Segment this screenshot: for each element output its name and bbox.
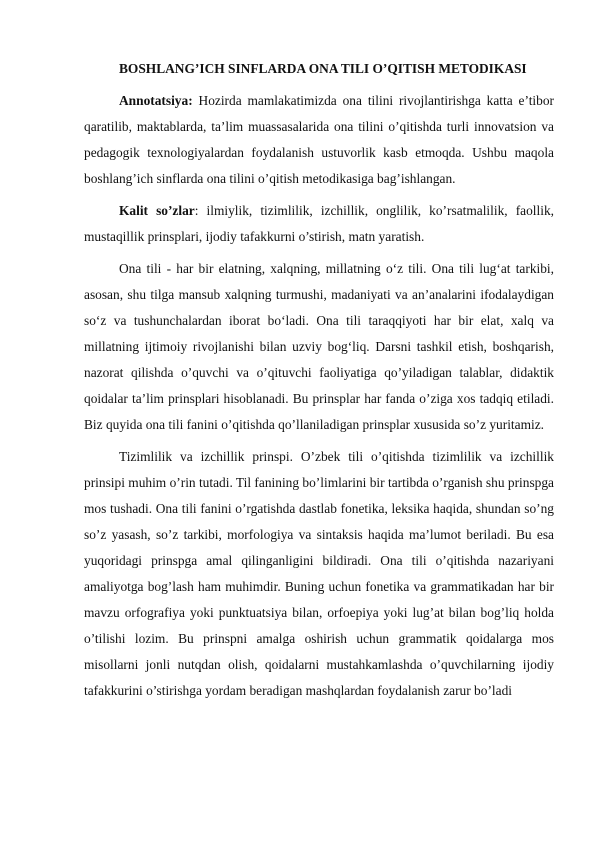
document-title: BOSHLANG’ICH SINFLARDA ONA TILI O’QITISH METODIKASI: [119, 61, 527, 76]
body-paragraph-1: [84, 256, 554, 438]
abstract-label: Annotatsiya:: [119, 93, 193, 108]
body-paragraph-1-text: Ona tili - har bir elatning, xalqning, millatning o‘z tili. Ona tili lug‘at tarkibi, asosan, shu tilga mansub xalqning turmushi, madaniyati va an’analarini ifodalaydigan so‘z va tushunchalardan iborat bo‘ladi. Ona tili taraqqiyoti har bir elat, xalq va millatning ijtimoiy rivojlanishi bilan uzviy bog‘liq. Darsni tashkil etish, boshqarish, nazorat qilishda o’quvchi va o’qituvchi faoliyatiga qo’yiladigan talablar, didaktik qoidalar ta’lim prinsplari hisoblanadi. Bu prinsplar har fanda o’ziga xos tadqiq etiladi. Biz quyida ona tili fanini o’qitishda qo’llaniladigan prinsplar xususida so’z yuritamiz.: [84, 261, 554, 432]
abstract-text: Hozirda mamlakatimizda ona tilini rivojlantirishga katta e’tibor qaratilib, maktablarda, ta’lim muassasalarida ona tilini o’qitishda turli innovatsion va pedagogik texnologiyalardan foydalanish ustuvorlik kasb etmoqda. Ushbu maqola boshlang’ich sinflarda ona tilini o’qitish metodikasiga bag’ishlangan.: [84, 93, 554, 186]
keywords-label: Kalit so’zlar: [119, 203, 195, 218]
document-body: [84, 56, 554, 710]
body-paragraph-2: [84, 444, 554, 704]
abstract-paragraph: [84, 88, 554, 192]
body-paragraph-2-text: Tizimlilik va izchillik prinspi. O’zbek tili o’qitishda tizimlilik va izchillik prinsipi muhim o’rin tutadi. Til fanining bo’limlarini bir tartibda o’rganish shu prinspga mos tushadi. Ona tili fanini o’rgatishda dastlab fonetika, leksika haqida, shundan so’ng so’z yasash, so’z tarkibi, morfologiya va sintaksis haqida ma’lumot beriladi. Bu esa yuqoridagi prinspga amal qilinganligini bildiradi. Ona tili o’qitishda nazariyani amaliyotga bog’lash ham muhimdir. Buning uchun fonetika va grammatikadan har bir mavzu orfografiya yoki punktuatsiya bilan, orfoepiya yoki lug’at bilan bog’liq holda o’tilishi lozim. Bu prinspni amalga oshirish uchun grammatik qoidalarga mos misollarni jonli nutqdan olish, qoidalarni mustahkamlashda o’quvchilarning ijodiy tafakkurini o’stirishga yordam beradigan mashqlardan foydalanish zarur bo’ladi: [84, 449, 554, 698]
keywords-text: : ilmiylik, tizimlilik, izchillik, onglilik, ko’rsatmalilik, faollik, mustaqillik prinsplari, ijodiy tafakkurni o’stirish, matn yaratish.: [84, 203, 554, 244]
keywords-paragraph: [84, 198, 554, 250]
